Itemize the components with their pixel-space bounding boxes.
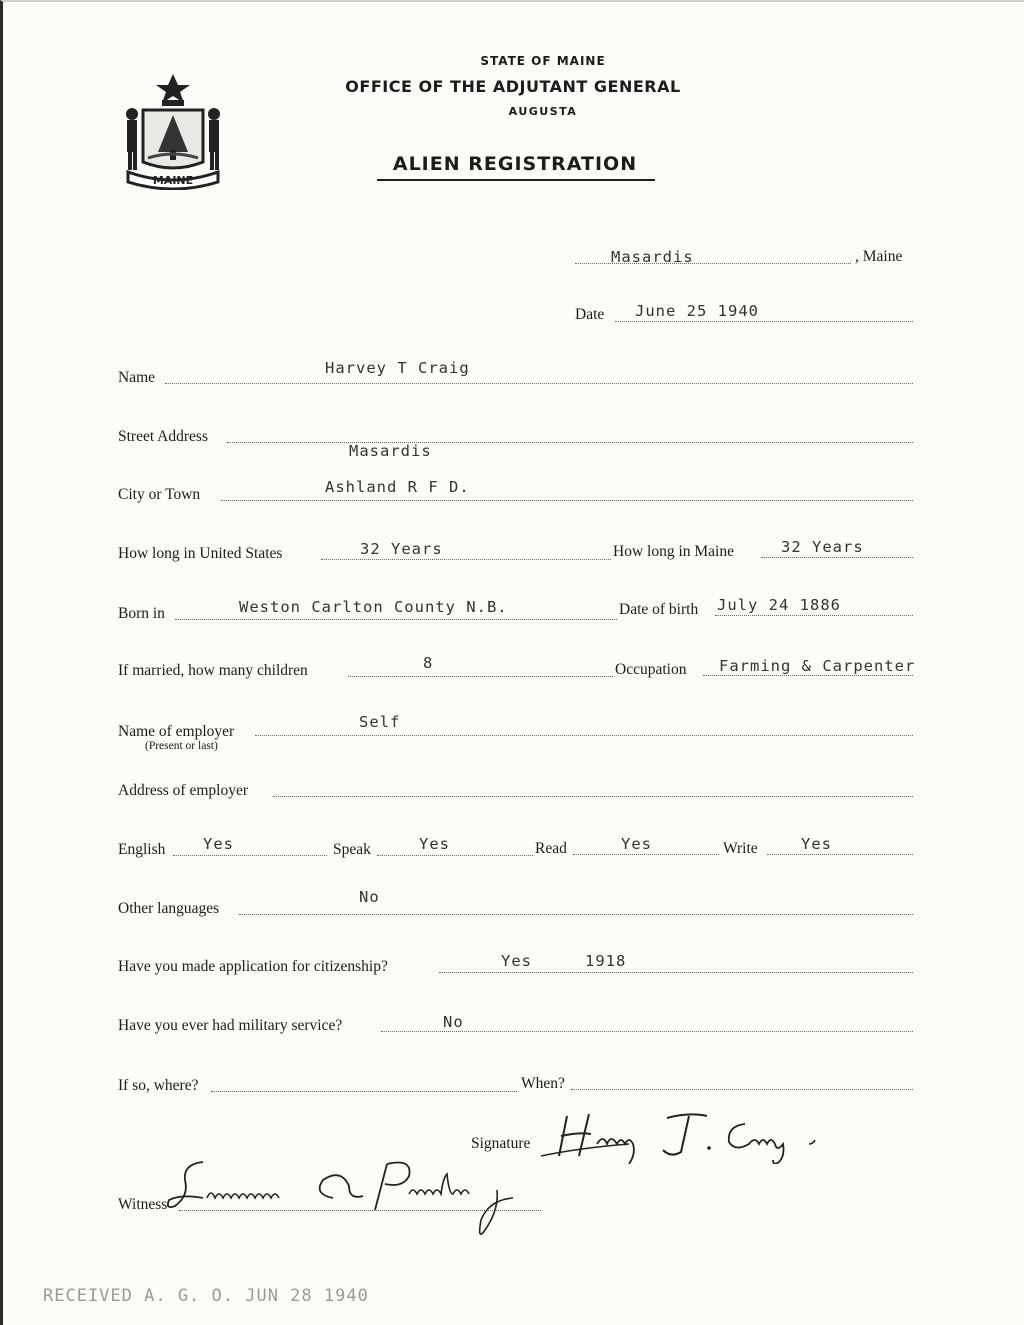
military-label: Have you ever had military service? (118, 1017, 343, 1034)
office-heading: OFFICE OF THE ADJUTANT GENERAL (345, 77, 681, 96)
other-languages-line (239, 914, 913, 915)
when-line (571, 1089, 913, 1090)
born-in-line (175, 619, 617, 620)
employer-sublabel: (Present or last) (145, 740, 218, 752)
form-title: ALIEN REGISTRATION (392, 153, 638, 175)
children-line (348, 676, 613, 677)
write-value: Yes (801, 835, 832, 853)
citizenship-value: Yes (501, 952, 532, 970)
occupation-value: Farming & Carpenter (719, 657, 916, 675)
name-label: Name (118, 369, 156, 386)
city-line (221, 500, 913, 501)
state-heading: STATE OF MAINE (480, 54, 606, 68)
name-line (165, 383, 913, 384)
other-languages-label: Other languages (118, 900, 220, 917)
when-label: When? (521, 1075, 565, 1092)
other-languages-value: No (359, 888, 380, 906)
place-suffix: , Maine (855, 248, 903, 265)
children-label: If married, how many children (118, 662, 308, 679)
read-label: Read (535, 840, 567, 857)
read-value: Yes (621, 835, 652, 853)
military-line (381, 1031, 913, 1032)
how-long-maine-line (761, 557, 913, 558)
speak-label: Speak (333, 841, 371, 858)
citizenship-label: Have you made application for citizenship? (118, 958, 388, 975)
date-of-birth-label: Date of birth (619, 601, 699, 618)
how-long-us-label: How long in United States (118, 545, 283, 562)
employer-address-label: Address of employer (118, 782, 248, 799)
citizenship-line (439, 972, 913, 973)
state-of-maine-seal-icon (118, 70, 228, 190)
occupation-label: Occupation (615, 661, 687, 678)
witness-handwriting (163, 1150, 533, 1244)
witness-label: Witness (118, 1196, 168, 1213)
english-value: Yes (203, 835, 234, 853)
date-of-birth-line (715, 615, 913, 616)
how-long-maine-value: 32 Years (781, 538, 864, 556)
svg-text:MAINE: MAINE (152, 174, 194, 187)
employer-value: Self (359, 713, 401, 731)
street-address-value: Masardis (349, 442, 432, 460)
where-line (211, 1091, 517, 1092)
title-underline (377, 179, 655, 181)
occupation-line (703, 675, 913, 676)
how-long-us-value: 32 Years (360, 540, 443, 558)
employer-line (255, 735, 913, 736)
how-long-us-line (321, 559, 611, 560)
date-of-birth-value: July 24 1886 (717, 596, 841, 614)
date-line (615, 321, 913, 322)
street-address-line (227, 442, 913, 443)
born-in-label: Born in (118, 605, 165, 622)
speak-value: Yes (419, 835, 450, 853)
street-address-label: Street Address (118, 428, 208, 445)
read-line (573, 854, 719, 855)
received-stamp: RECEIVED A. G. O. JUN 28 1940 (43, 1286, 369, 1306)
city-heading: AUGUSTA (508, 105, 578, 118)
citizenship-year: 1918 (585, 952, 627, 970)
date-label: Date (575, 306, 605, 323)
military-value: No (443, 1013, 464, 1031)
employer-label: Name of employer (118, 723, 235, 740)
born-in-value: Weston Carlton County N.B. (239, 598, 508, 616)
where-label: If so, where? (118, 1077, 199, 1094)
date-value: June 25 1940 (635, 302, 759, 320)
english-label: English (118, 841, 166, 858)
signature-label: Signature (471, 1135, 531, 1152)
city-value: Ashland R F D. (325, 478, 470, 496)
city-label: City or Town (118, 486, 201, 503)
name-value: Harvey T Craig (325, 359, 470, 377)
children-value: 8 (423, 654, 434, 672)
write-label: Write (723, 840, 758, 857)
signature-handwriting (539, 1104, 849, 1164)
write-line (767, 854, 913, 855)
employer-address-line (273, 796, 913, 797)
english-line (173, 855, 327, 856)
how-long-maine-label: How long in Maine (613, 543, 734, 560)
speak-line (377, 855, 533, 856)
place-value: Masardis (611, 248, 694, 266)
